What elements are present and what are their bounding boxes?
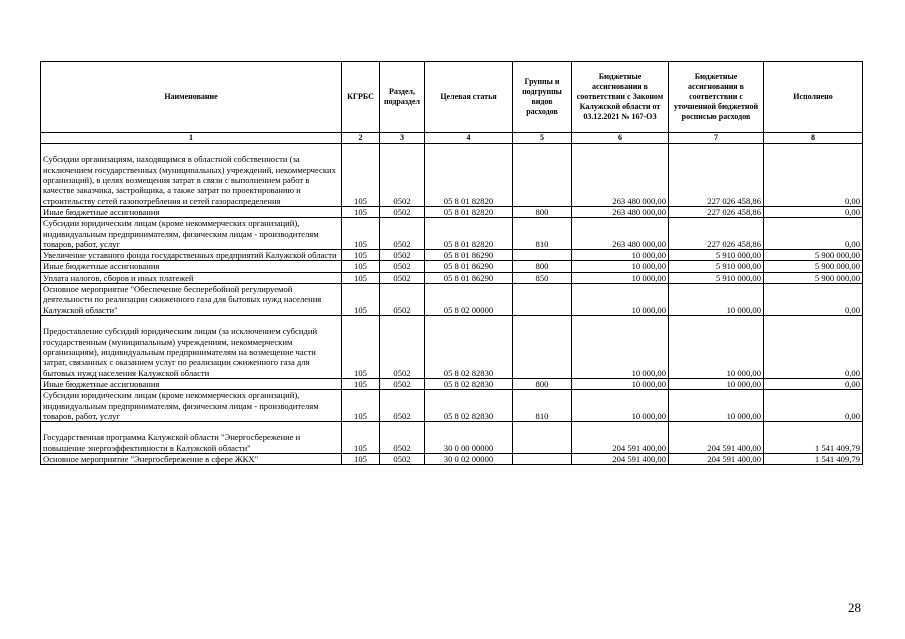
cell-name: Основное мероприятие "Обеспечение бесперебойной регулируемой деятельности по реализации сжиженного газа для бытовых нужд населения Калужской области": [41, 284, 342, 316]
cell-name: Иные бюджетные ассигнования: [41, 378, 342, 389]
cell-kgrbs: 105: [342, 454, 380, 465]
cell-law-allocation: 10 000,00: [572, 284, 669, 316]
cell-name: Предоставление субсидий юридическим лицам (за исключением субсидий государственным (муниципальным) учреждениям, некоммерческим организациям), индивидуальным предпринимателям на возмещение части затрат, связанных с оказанием услуг по реализации сжиженного газа для бытовых нужд населения Калужской области: [41, 316, 342, 379]
cell-refined-allocation: 204 591 400,00: [669, 422, 764, 454]
cell-expense-group: [513, 284, 572, 316]
column-number-row: [41, 133, 863, 144]
cell-kgrbs: 105: [342, 261, 380, 272]
cell-target-article: 05 8 01 82820: [425, 206, 513, 217]
column-number: 1: [41, 133, 342, 144]
cell-name: Уплата налогов, сборов и иных платежей: [41, 272, 342, 283]
budget-execution-table: [40, 61, 863, 465]
cell-section: 0502: [380, 422, 425, 454]
header-name: Наименование: [41, 62, 342, 133]
table-row: [41, 218, 863, 250]
cell-executed: 0,00: [764, 144, 863, 207]
cell-law-allocation: 10 000,00: [572, 390, 669, 422]
cell-refined-allocation: 227 026 458,86: [669, 144, 764, 207]
cell-executed: 0,00: [764, 390, 863, 422]
cell-executed: 0,00: [764, 218, 863, 250]
table-row: [41, 284, 863, 316]
cell-section: 0502: [380, 378, 425, 389]
cell-law-allocation: 263 480 000,00: [572, 206, 669, 217]
cell-expense-group: [513, 422, 572, 454]
cell-refined-allocation: 204 591 400,00: [669, 454, 764, 465]
cell-name: Субсидии юридическим лицам (кроме некоммерческих организаций), индивидуальным предпринимателям, физическим лицам - производителям товаров, работ, услуг: [41, 218, 342, 250]
column-number: 3: [380, 133, 425, 144]
cell-name: Государственная программа Калужской области "Энергосбережение и повышение энергоэффективности в Калужской области": [41, 422, 342, 454]
cell-expense-group: 850: [513, 272, 572, 283]
cell-refined-allocation: 5 910 000,00: [669, 261, 764, 272]
cell-kgrbs: 105: [342, 206, 380, 217]
cell-target-article: 05 8 01 86290: [425, 250, 513, 261]
header-section: Раздел, подраздел: [380, 62, 425, 133]
cell-name: Иные бюджетные ассигнования: [41, 206, 342, 217]
column-number: 5: [513, 133, 572, 144]
cell-section: 0502: [380, 284, 425, 316]
header-target-article: Целевая статья: [425, 62, 513, 133]
cell-executed: 0,00: [764, 378, 863, 389]
cell-expense-group: 800: [513, 378, 572, 389]
table-row: [41, 390, 863, 422]
cell-refined-allocation: 5 910 000,00: [669, 250, 764, 261]
cell-refined-allocation: 10 000,00: [669, 378, 764, 389]
cell-kgrbs: 105: [342, 390, 380, 422]
column-number: 6: [572, 133, 669, 144]
table-row: [41, 144, 863, 207]
cell-law-allocation: 263 480 000,00: [572, 218, 669, 250]
cell-kgrbs: 105: [342, 284, 380, 316]
cell-section: 0502: [380, 316, 425, 379]
cell-law-allocation: 204 591 400,00: [572, 454, 669, 465]
cell-kgrbs: 105: [342, 272, 380, 283]
cell-target-article: 30 0 02 00000: [425, 454, 513, 465]
cell-target-article: 05 8 02 82830: [425, 378, 513, 389]
cell-section: 0502: [380, 454, 425, 465]
cell-executed: 5 900 000,00: [764, 272, 863, 283]
cell-law-allocation: 263 480 000,00: [572, 144, 669, 207]
table-body: [41, 144, 863, 465]
table-row: [41, 454, 863, 465]
cell-executed: 0,00: [764, 284, 863, 316]
cell-kgrbs: 105: [342, 316, 380, 379]
cell-name: Субсидии юридическим лицам (кроме некоммерческих организаций), индивидуальным предпринимателям, физическим лицам - производителям товаров, работ, услуг: [41, 390, 342, 422]
cell-name: Увеличение уставного фонда государственных предприятий Калужской области: [41, 250, 342, 261]
cell-kgrbs: 105: [342, 144, 380, 207]
cell-target-article: 05 8 01 82820: [425, 218, 513, 250]
cell-target-article: 05 8 01 82820: [425, 144, 513, 207]
cell-section: 0502: [380, 144, 425, 207]
table-row: [41, 422, 863, 454]
cell-section: 0502: [380, 390, 425, 422]
cell-kgrbs: 105: [342, 422, 380, 454]
header-law-allocations: Бюджетные ассигнования в соответствии с Законом Калужской области от 03.12.2021 № 167-ОЗ: [572, 62, 669, 133]
cell-section: 0502: [380, 261, 425, 272]
cell-kgrbs: 105: [342, 378, 380, 389]
cell-refined-allocation: 5 910 000,00: [669, 272, 764, 283]
cell-executed: 1 541 409,79: [764, 454, 863, 465]
cell-name: Иные бюджетные ассигнования: [41, 261, 342, 272]
cell-law-allocation: 10 000,00: [572, 272, 669, 283]
cell-target-article: 30 0 00 00000: [425, 422, 513, 454]
table-row: [41, 261, 863, 272]
cell-executed: 5 900 000,00: [764, 261, 863, 272]
cell-executed: 0,00: [764, 206, 863, 217]
header-expense-group: Группы и подгруппы видов расходов: [513, 62, 572, 133]
cell-expense-group: 800: [513, 261, 572, 272]
header-kgrbs: КГРБС: [342, 62, 380, 133]
cell-kgrbs: 105: [342, 250, 380, 261]
cell-name: Основное мероприятие "Энергосбережение в сфере ЖКХ": [41, 454, 342, 465]
cell-law-allocation: 10 000,00: [572, 250, 669, 261]
column-number: 4: [425, 133, 513, 144]
cell-executed: 1 541 409,79: [764, 422, 863, 454]
cell-section: 0502: [380, 272, 425, 283]
column-number: 8: [764, 133, 863, 144]
table-row: [41, 250, 863, 261]
cell-executed: 0,00: [764, 316, 863, 379]
header-row: [41, 62, 863, 133]
cell-section: 0502: [380, 250, 425, 261]
cell-law-allocation: 10 000,00: [572, 261, 669, 272]
cell-refined-allocation: 227 026 458,86: [669, 218, 764, 250]
header-refined-allocations: Бюджетные ассигнования в соответствии с уточненной бюджетной росписью расходов: [669, 62, 764, 133]
cell-expense-group: [513, 454, 572, 465]
cell-section: 0502: [380, 218, 425, 250]
cell-expense-group: 800: [513, 206, 572, 217]
cell-law-allocation: 204 591 400,00: [572, 422, 669, 454]
cell-section: 0502: [380, 206, 425, 217]
cell-expense-group: 810: [513, 218, 572, 250]
cell-kgrbs: 105: [342, 218, 380, 250]
table-row: [41, 206, 863, 217]
cell-executed: 5 900 000,00: [764, 250, 863, 261]
cell-target-article: 05 8 02 00000: [425, 284, 513, 316]
cell-law-allocation: 10 000,00: [572, 316, 669, 379]
page-number: 28: [848, 600, 861, 615]
table-row: [41, 272, 863, 283]
header-executed: Исполнено: [764, 62, 863, 133]
column-number: 2: [342, 133, 380, 144]
cell-name: Субсидии организациям, находящимся в областной собственности (за исключением государственных (муниципальных) учреждений, некоммерческих организаций), в целях возмещения затрат в связи с выполнением работ в качестве заказчика, застройщика, а также затрат по проектированию и строительству сетей газопотребления и сетей газораспределения: [41, 144, 342, 207]
cell-target-article: 05 8 02 82830: [425, 390, 513, 422]
table-row: [41, 316, 863, 379]
cell-target-article: 05 8 02 82830: [425, 316, 513, 379]
cell-expense-group: 810: [513, 390, 572, 422]
column-number: 7: [669, 133, 764, 144]
cell-expense-group: [513, 250, 572, 261]
cell-refined-allocation: 10 000,00: [669, 390, 764, 422]
cell-expense-group: [513, 316, 572, 379]
cell-expense-group: [513, 144, 572, 207]
cell-law-allocation: 10 000,00: [572, 378, 669, 389]
cell-refined-allocation: 227 026 458,86: [669, 206, 764, 217]
cell-target-article: 05 8 01 86290: [425, 272, 513, 283]
cell-refined-allocation: 10 000,00: [669, 316, 764, 379]
cell-refined-allocation: 10 000,00: [669, 284, 764, 316]
table-row: [41, 378, 863, 389]
cell-target-article: 05 8 01 86290: [425, 261, 513, 272]
